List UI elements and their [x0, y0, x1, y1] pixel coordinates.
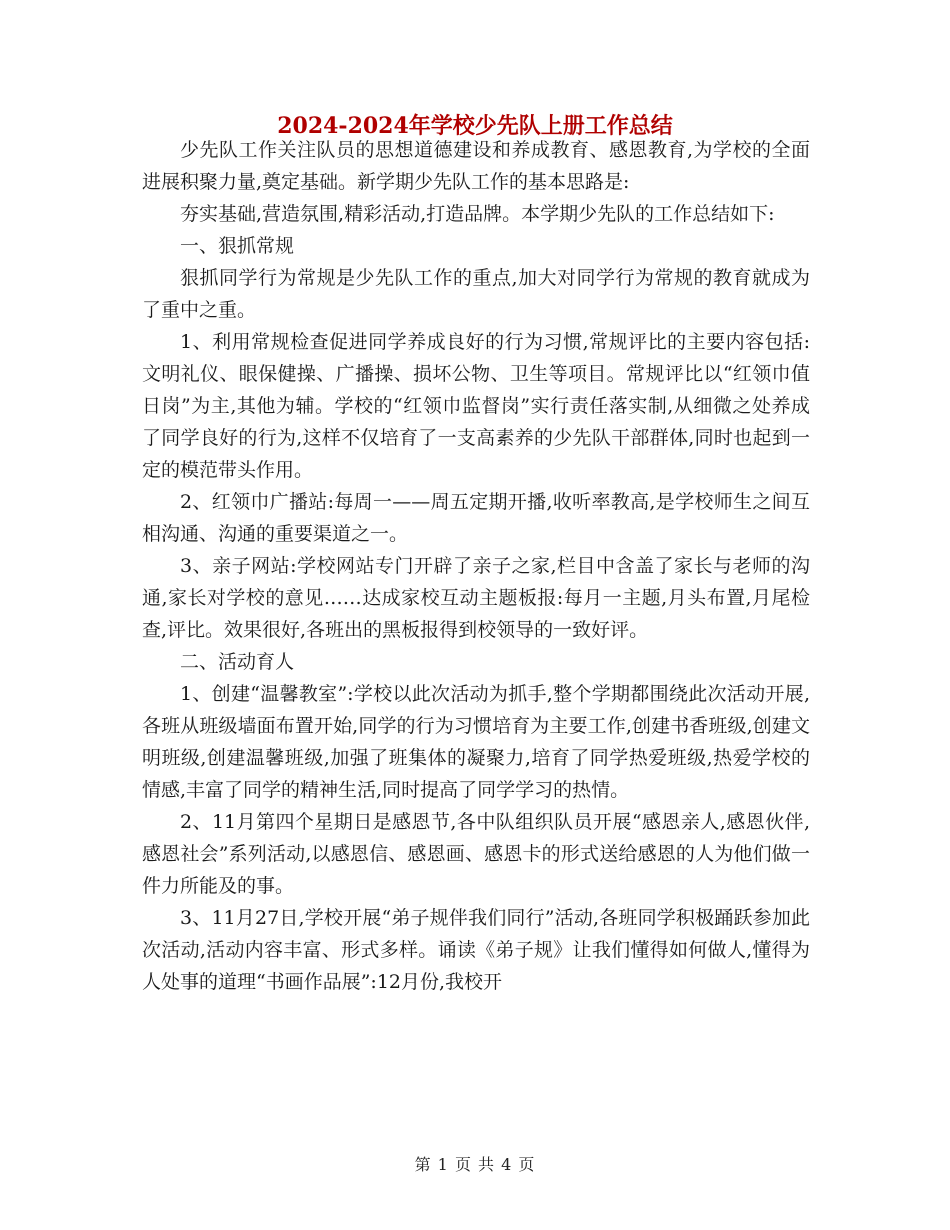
page-number: 第 1 页 共 4 页 — [414, 1155, 536, 1174]
section-heading: 一、狠抓常规 — [180, 235, 295, 257]
document-body — [142, 134, 810, 998]
paragraph: 3、11月27日,学校开展“弟子规伴我们同行”活动,各班同学积极踊跃参加此次活动,活动内容丰富、形式多样。诵读《弟子规》让我们懂得如何做人,懂得为人处事的道理“书画作品展”:12月份,我校开 — [142, 907, 810, 993]
paragraph: 3、亲子网站:学校网站专门开辟了亲子之家,栏目中含盖了家长与老师的沟通,家长对学校的意见……达成家校互动主题板报:每月一主题,月头布置,月尾检查,评比。效果很好,各班出的黑板报得到校领导的一致好评。 — [142, 555, 810, 641]
paragraph: 夯实基础,营造氛围,精彩活动,打造品牌。本学期少先队的工作总结如下: — [180, 203, 775, 225]
paragraph: 狠抓同学行为常规是少先队工作的重点,加大对同学行为常规的教育就成为了重中之重。 — [142, 267, 810, 321]
paragraph: 1、创建“温馨教室”:学校以此次活动为抓手,整个学期都围绕此次活动开展,各班从班级墙面布置开始,同学的行为习惯培育为主要工作,创建书香班级,创建文明班级,创建温馨班级,加强了班集体的凝聚力,培育了同学热爱班级,热爱学校的情感,丰富了同学的精神生活,同时提高了同学学习的热情。 — [142, 683, 810, 801]
section-heading: 二、活动育人 — [180, 651, 295, 673]
paragraph: 2、11月第四个星期日是感恩节,各中队组织队员开展“感恩亲人,感恩伙伴,感恩社会”系列活动,以感恩信、感恩画、感恩卡的形式送给感恩的人为他们做一件力所能及的事。 — [142, 811, 810, 897]
document-title: 2024-2024年学校少先队上册工作总结 — [277, 113, 673, 139]
paragraph: 1、利用常规检查促进同学养成良好的行为习惯,常规评比的主要内容包括:文明礼仪、眼保健操、广播操、损坏公物、卫生等项目。常规评比以“红领巾值日岗”为主,其他为辅。学校的“红领巾监督岗”实行责任落实制,从细微之处养成了同学良好的行为,这样不仅培育了一支高素养的少先队干部群体,同时也起到一定的模范带头作用。 — [142, 331, 810, 481]
paragraph: 少先队工作关注队员的思想道德建设和养成教育、感恩教育,为学校的全面进展积聚力量,奠定基础。新学期少先队工作的基本思路是: — [142, 139, 810, 193]
paragraph: 2、红领巾广播站:每周一——周五定期开播,收听率教高,是学校师生之间互相沟通、沟通的重要渠道之一。 — [142, 491, 810, 545]
